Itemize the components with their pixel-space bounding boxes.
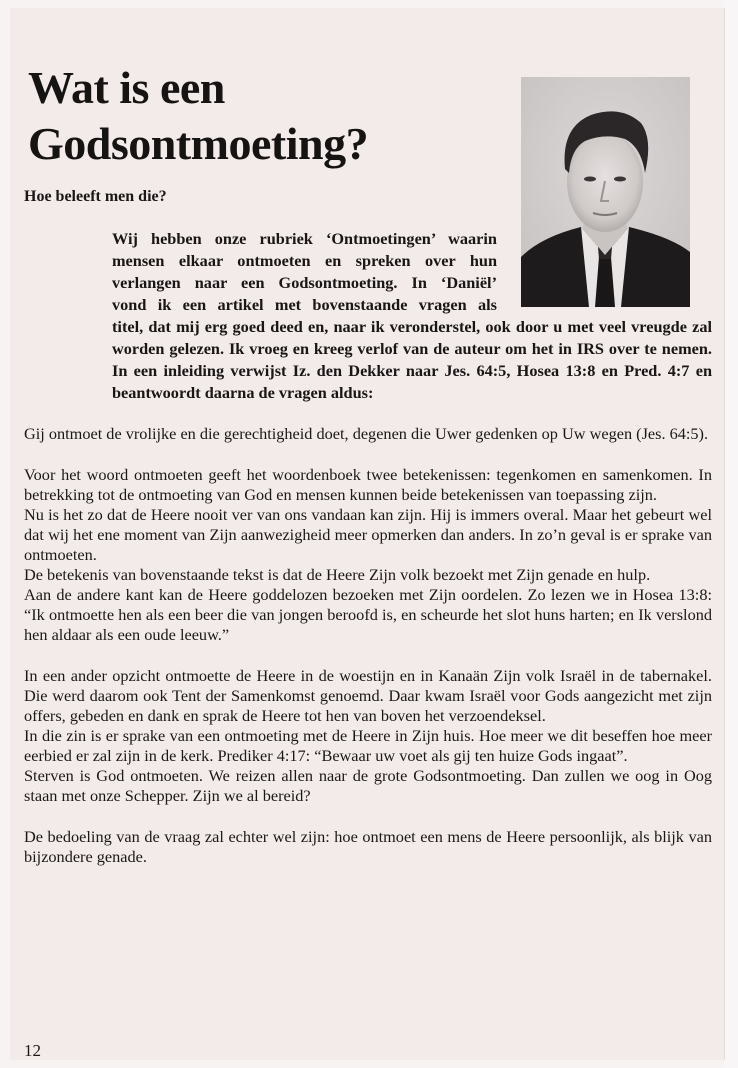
body-paragraph: Voor het woord ontmoeten geeft het woordenboek twee betekenissen: tegenkomen en samenkomen. In betrekking tot de ontmoeting van God en mensen kunnen beide betekenissen van toepassing zijn. (24, 465, 712, 504)
body-paragraph: Aan de andere kant kan de Heere goddelozen bezoeken met Zijn oordelen. Zo lezen we in Hosea 13:8: “Ik ontmoette hen als een beer die van jongen beroofd is, en scheurde het slot huns harten; en Ik verslond hen aldaar als een oude leeuw.” (24, 585, 712, 644)
body-paragraph: De bedoeling van de vraag zal echter wel zijn: hoe ontmoet een mens de Heere persoonlijk, als blijk van bijzondere genade. (24, 827, 712, 866)
article-body (24, 424, 712, 867)
body-paragraph: Sterven is God ontmoeten. We reizen allen naar de grote Godsontmoeting. Dan zullen we oog in Oog staan met onze Schepper. Zijn we al bereid? (24, 766, 712, 805)
body-paragraph: Nu is het zo dat de Heere nooit ver van ons vandaan kan zijn. Hij is immers overal. Maar het gebeurt wel dat wij het ene moment van Zijn aanwezigheid meer opmerken dan anders. In zo’n geval is er sprake van ontmoeten. (24, 505, 712, 564)
title-line-1: Wat is een (28, 62, 225, 113)
intro-line: Wij hebben onze rubriek ‘Ontmoetingen’ waarin (112, 229, 497, 248)
article-title (28, 60, 368, 172)
article-subtitle: Hoe beleeft men die? (24, 188, 167, 205)
intro-narrow-lines (112, 228, 497, 316)
body-paragraph: De betekenis van bovenstaande tekst is dat de Heere Zijn volk bezoekt met Zijn genade en hulp. (24, 565, 651, 584)
title-line-2: Godsontmoeting? (28, 118, 369, 169)
body-paragraph: Gij ontmoet de vrolijke en die gerechtigheid doet, degenen die Uwer gedenken op Uw wegen (Jes. 64:5). (24, 424, 709, 443)
page-edge (724, 0, 738, 1068)
body-paragraph: In die zin is er sprake van een ontmoeting met de Heere in Zijn huis. Hoe meer we dit beseffen hoe meer eerbied er zal zijn in de kerk. Prediker 4:17: “Bewaar uw voet als gij ten huize Gods ingaat”. (24, 726, 712, 765)
intro-line: vond ik een artikel met bovenstaande vragen als (112, 295, 497, 314)
body-paragraph: In een ander opzicht ontmoette de Heere in de woestijn en in Kanaän Zijn volk Israël in de tabernakel. Die werd daarom ook Tent der Samenkomst genoemd. Daar kwam Israël voor Gods aangezicht met zijn offers, gebeden en dank en sprak de Heere tot hen van boven het verzoendeksel. (24, 666, 712, 725)
intro-line: verlangen naar een Godsontmoeting. In ‘Daniël’ (112, 273, 497, 292)
intro-paragraph (112, 228, 712, 404)
intro-line: mensen elkaar ontmoeten en spreken over hun (112, 251, 497, 270)
page-number: 12 (24, 1041, 41, 1060)
intro-wide-text: titel, dat mij erg goed deed en, naar ik veronderstel, ook door u met veel vreugde zal worden gelezen. Ik vroeg en kreeg verlof van de auteur om het in IRS over te nemen. In een inleiding verwijst Iz. den Dekker naar Jes. 64:5, Hosea 13:8 en Pred. 4:7 en beantwoordt daarna de vragen aldus: (112, 317, 712, 402)
